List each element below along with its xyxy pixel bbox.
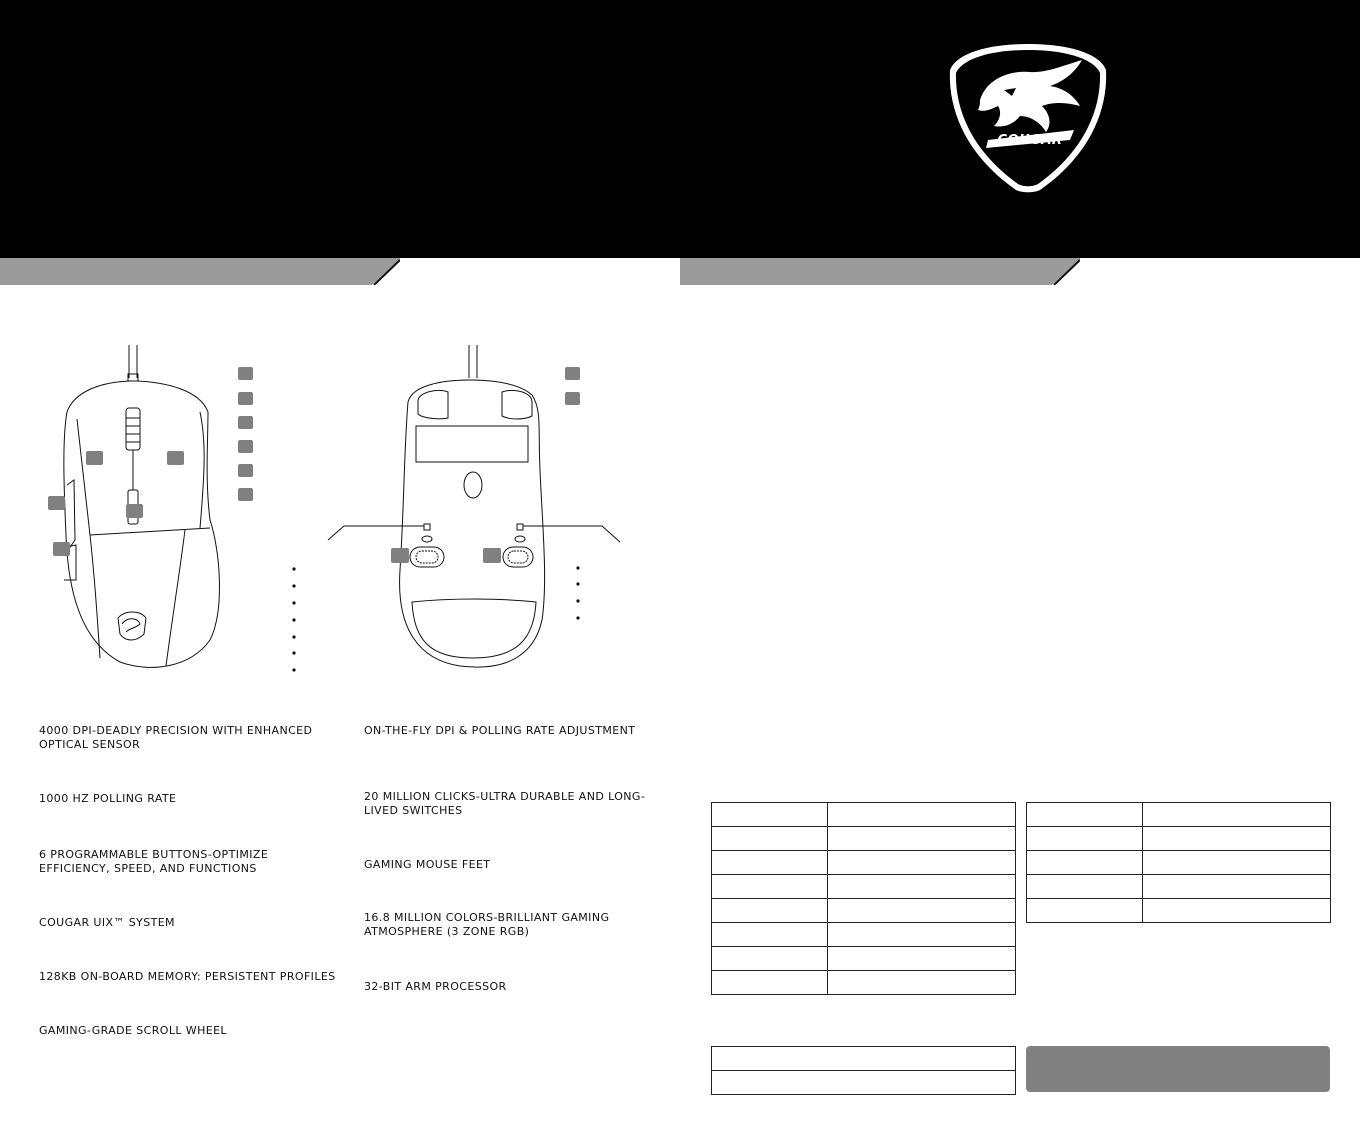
logo-wordmark: COUGAR (997, 133, 1063, 148)
spec-table-left (711, 802, 1016, 995)
mouse-bottom-view-icon (320, 340, 630, 685)
table-row (712, 1071, 1016, 1095)
table-row (712, 947, 1016, 971)
table-row (1027, 851, 1331, 875)
info-panel (1026, 1046, 1330, 1092)
package-table (711, 1046, 1016, 1095)
table-row (712, 899, 1016, 923)
feature-mouse-feet: GAMING MOUSE FEET (364, 858, 491, 871)
spec-table-right (1026, 802, 1331, 923)
table-row (1027, 827, 1331, 851)
feature-switches: 20 MILLION CLICKS-ULTRA DURABLE AND LONG-LIVED SWITCHES (364, 790, 646, 817)
feature-dpi: 4000 DPI-DEADLY PRECISION WITH ENHANCED OPTICAL SENSOR (39, 724, 313, 751)
table-row (712, 923, 1016, 947)
feature-arm-processor: 32-BIT ARM PROCESSOR (364, 980, 507, 993)
cougar-shield-logo-icon (946, 40, 1110, 194)
feature-onboard-memory: 128KB ON-BOARD MEMORY: PERSISTENT PROFILES (39, 970, 336, 983)
header-banner (0, 0, 1360, 258)
table-row (1027, 803, 1331, 827)
feature-uix-system: COUGAR UIX™ SYSTEM (39, 916, 175, 929)
section-band-left (0, 258, 400, 285)
table-row (712, 1047, 1016, 1071)
feature-scroll-wheel: GAMING-GRADE SCROLL WHEEL (39, 1024, 227, 1037)
section-band-right (680, 258, 1080, 285)
feature-on-the-fly-adjustment: ON-THE-FLY DPI & POLLING RATE ADJUSTMENT (364, 724, 636, 737)
table-row (1027, 899, 1331, 923)
table-row (1027, 875, 1331, 899)
feature-programmable-buttons: 6 PROGRAMMABLE BUTTONS-OPTIMIZE EFFICIENCY, SPEED, AND FUNCTIONS (39, 848, 269, 875)
table-row (712, 875, 1016, 899)
mouse-top-view-icon (40, 340, 310, 685)
table-row (712, 803, 1016, 827)
table-row (712, 971, 1016, 995)
feature-polling-rate: 1000 HZ POLLING RATE (39, 792, 177, 805)
feature-rgb-colors: 16.8 MILLION COLORS-BRILLIANT GAMING ATMOSPHERE (3 ZONE RGB) (364, 911, 610, 938)
table-row (712, 851, 1016, 875)
table-row (712, 827, 1016, 851)
